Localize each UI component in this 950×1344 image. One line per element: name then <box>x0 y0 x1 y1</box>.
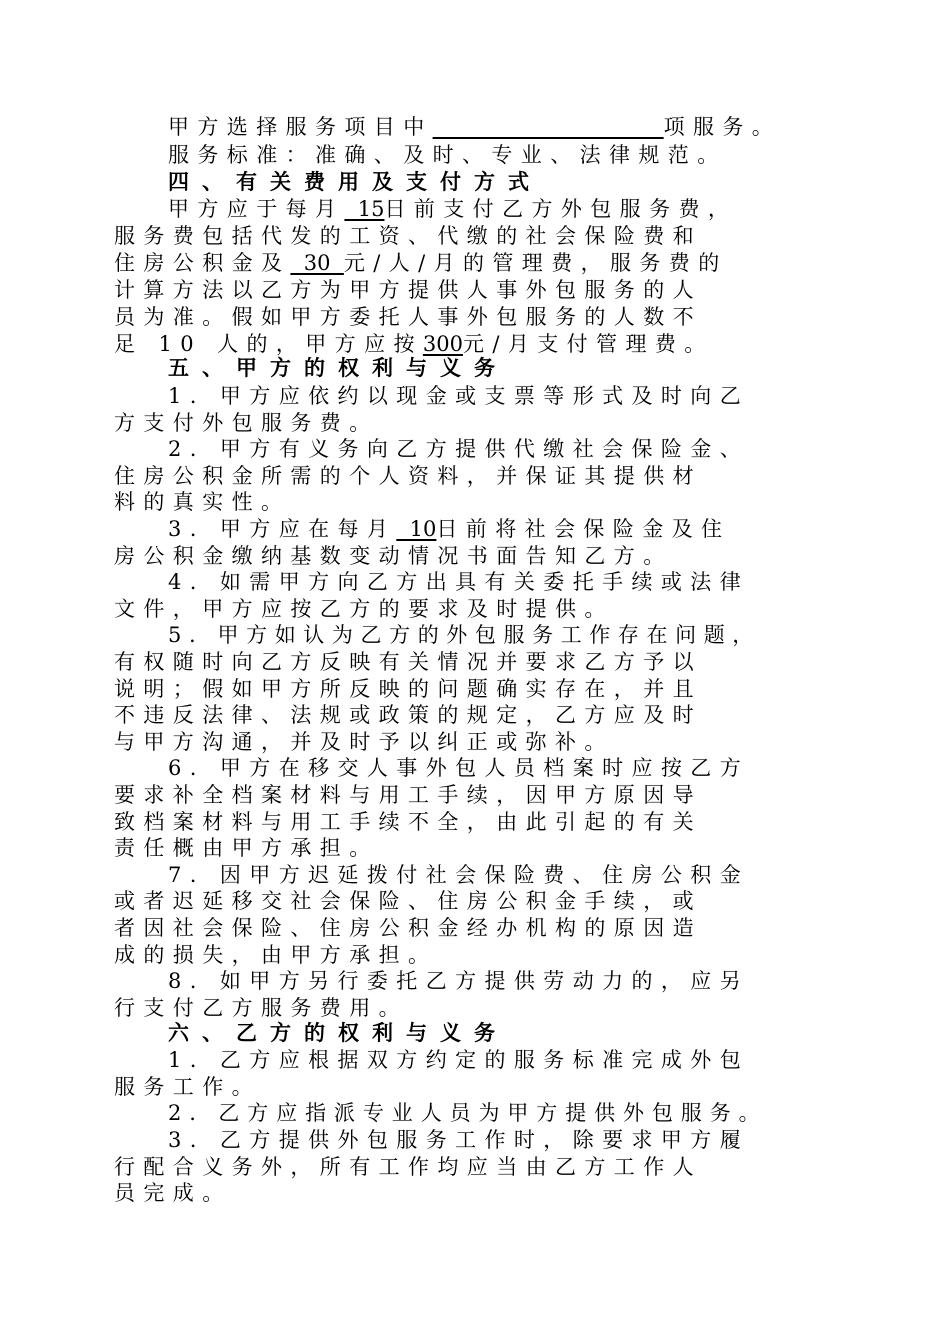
paragraph-line: 住房公积金所需的个人资料，并保证其提供材 <box>114 464 702 488</box>
paragraph-line: 2. 乙方应指派专业人员为甲方提供外包服务。 <box>168 1101 768 1125</box>
section-5-title: 五、甲方的权利与义务 <box>168 355 508 380</box>
paragraph-line: 要求补全档案材料与用工手续，因甲方原因导 <box>114 783 702 807</box>
paragraph-line: 员完成。 <box>114 1181 232 1205</box>
text-segment: 元/人/月的管理费，服务费的 <box>343 251 728 275</box>
text-segment: 甲方应于每月 <box>168 197 345 221</box>
paragraph-line: 不违反法律、法规或政策的规定，乙方应及时 <box>114 703 702 727</box>
paragraph-line: 责任概由甲方承担。 <box>114 836 379 860</box>
minimum-fee-value: 300 <box>422 332 463 356</box>
paragraph-line: 有权随时向乙方反映有关情况并要求乙方予以 <box>114 650 702 674</box>
paragraph-line: 房公积金缴纳基数变动情况书面告知乙方。 <box>114 544 673 568</box>
service-selection-line <box>168 113 781 141</box>
paragraph-line: 与甲方沟通，并及时予以纠正或弥补。 <box>114 730 614 754</box>
paragraph-line: 1. 甲方应依约以现金或支票等形式及时向乙 <box>168 384 750 408</box>
paragraph-line: 8. 如甲方另行委托乙方提供劳动力的，应另 <box>168 969 750 993</box>
paragraph-line: 致档案材料与用工手续不全，由此引起的有关 <box>114 810 702 834</box>
service-standard-line: 服务标准：准确、及时、专业、法律规范。 <box>168 143 727 167</box>
paragraph-line: 方支付外包服务费。 <box>114 411 379 435</box>
report-day-value: 10 <box>396 517 437 541</box>
paragraph-line: 行配合义务外，所有工作均应当由乙方工作人 <box>114 1155 702 1179</box>
paragraph-line: 员为准。假如甲方委托人事外包服务的人数不 <box>114 305 702 329</box>
text-segment: 日前支付乙方外包服务费， <box>384 197 738 221</box>
section-6-title: 六、乙方的权利与义务 <box>168 1020 508 1045</box>
paragraph-line: 5. 甲方如认为乙方的外包服务工作存在问题， <box>168 623 761 647</box>
text-segment: 住房公积金及 <box>114 251 291 275</box>
paragraph-line: 行支付乙方服务费用。 <box>114 996 408 1020</box>
paragraph-line: 4. 如需甲方向乙方出具有关委托手续或法律 <box>168 570 750 594</box>
paragraph-line: 7. 因甲方迟延拨付社会保险费、住房公积金 <box>168 863 750 887</box>
management-fee-value: 30 <box>290 251 344 275</box>
paragraph-line: 文件，甲方应按乙方的要求及时提供。 <box>114 597 614 621</box>
paragraph-line: 料的真实性。 <box>114 490 291 514</box>
paragraph-line: 说明；假如甲方所反映的问题确实存在，并且 <box>114 677 702 701</box>
text-segment: 3. 甲方应在每月 <box>168 517 397 541</box>
payment-day-value: 15 <box>344 197 385 221</box>
paragraph-line: 3. 乙方提供外包服务工作时，除要求甲方履 <box>168 1128 750 1152</box>
paragraph-line: 成的损失，由甲方承担。 <box>114 943 438 967</box>
paragraph-line: 者因社会保险、住房公积金经办机构的原因造 <box>114 916 702 940</box>
paragraph-line: 2. 甲方有义务向乙方提供代缴社会保险金、 <box>168 437 750 461</box>
paragraph-line <box>168 195 737 223</box>
paragraph-line: 计算方法以乙方为甲方提供人事外包服务的人 <box>114 278 702 302</box>
text-segment: 日前将社会保险金及住 <box>436 517 731 541</box>
paragraph-line: 1. 乙方应根据双方约定的服务标准完成外包 <box>168 1048 750 1072</box>
paragraph-line: 服务费包括代发的工资、代缴的社会保险费和 <box>114 224 702 248</box>
text-segment: 足 10 人的，甲方应按 <box>114 332 423 356</box>
text-segment: 项服务。 <box>663 115 782 139</box>
text-segment: 元/月支付管理费。 <box>462 332 714 356</box>
paragraph-line <box>168 515 730 543</box>
paragraph-line: 或者迟延移交社会保险、住房公积金手续，或 <box>114 889 702 913</box>
service-items-blank: ______________________ <box>432 115 664 139</box>
text-segment: 甲方选择服务项目中 <box>168 115 433 139</box>
paragraph-line <box>114 249 728 277</box>
paragraph-line: 6. 甲方在移交人事外包人员档案时应按乙方 <box>168 756 750 780</box>
section-4-title: 四、有关费用及支付方式 <box>168 169 542 194</box>
paragraph-line: 服务工作。 <box>114 1075 261 1099</box>
